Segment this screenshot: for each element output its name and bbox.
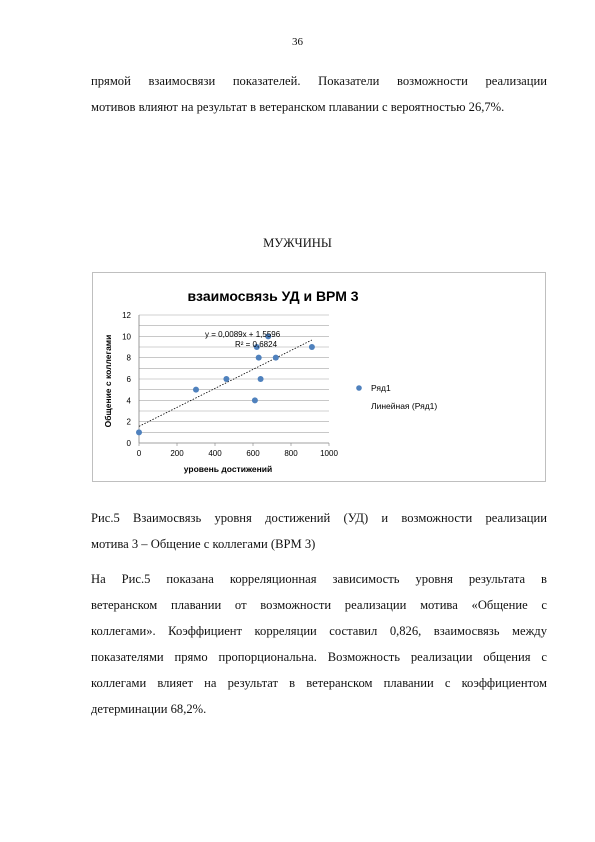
figure-caption xyxy=(91,505,547,557)
chart-svg xyxy=(93,273,545,481)
x-tick-label: 800 xyxy=(284,449,298,458)
x-tick-label: 400 xyxy=(208,449,222,458)
y-tick-label: 10 xyxy=(122,332,131,342)
paragraph-2-line: показателями прямо пропорциональна. Возможность реализации общения с xyxy=(91,650,547,664)
figure-caption-line: Рис.5 Взаимосвязь уровня достижений (УД) и возможности реализации xyxy=(91,511,547,525)
chart-title: взаимосвязь УД и ВРМ 3 xyxy=(187,288,359,304)
figure-caption-line: мотива 3 – Общение с коллегами (ВРМ 3) xyxy=(91,537,316,551)
y-tick-label: 6 xyxy=(126,375,131,384)
paragraph-1 xyxy=(91,68,547,120)
data-point xyxy=(256,355,262,361)
paragraph-1-line: прямой взаимосвязи показателей. Показатели возможности реализации xyxy=(91,74,547,88)
x-axis-label: уровень достижений xyxy=(183,464,273,474)
data-point xyxy=(258,376,264,382)
data-point xyxy=(252,397,258,403)
trendline-group xyxy=(139,340,312,426)
x-tick-label: 0 xyxy=(136,449,142,458)
x-tick-label: 200 xyxy=(170,449,184,458)
trendline xyxy=(139,340,312,426)
x-tick-label: 1000 xyxy=(320,449,338,458)
data-point xyxy=(223,376,229,382)
page-number: 36 xyxy=(292,36,303,48)
y-tick-label: 8 xyxy=(126,353,131,363)
scatter-chart xyxy=(92,272,546,482)
data-points xyxy=(136,333,315,435)
trendline-r2-label: R² = 0,6824 xyxy=(235,340,278,349)
data-point xyxy=(193,387,199,393)
x-tick-label: 600 xyxy=(246,449,260,458)
legend-series-label: Ряд1 xyxy=(371,383,391,393)
paragraph-2-line: коллегами». Коэффициент корреляции составил 0,826, взаимосвязь между xyxy=(91,624,547,638)
legend-trendline-label: Линейная (Ряд1) xyxy=(371,401,438,411)
chart-legend xyxy=(356,383,437,411)
data-point xyxy=(273,355,279,361)
y-tick-label: 12 xyxy=(122,311,131,320)
legend-marker-series xyxy=(356,385,362,391)
section-heading: МУЖЧИНЫ xyxy=(263,236,332,250)
data-point xyxy=(136,429,142,435)
paragraph-2 xyxy=(91,566,547,722)
paragraph-2-line: детерминации 68,2%. xyxy=(91,702,207,716)
y-tick-label: 4 xyxy=(126,396,131,406)
trendline-equation-label: y = 0,0089x + 1,5596 xyxy=(205,330,281,339)
data-point xyxy=(309,344,315,350)
paragraph-1-line: мотивов влияют на результат в ветеранском плавании с вероятностью 26,7%. xyxy=(91,100,505,114)
y-tick-label: 0 xyxy=(126,439,131,448)
paragraph-2-line: На Рис.5 показана корреляционная зависимость уровня результата в xyxy=(91,572,547,586)
paragraph-2-line: коллегами влияет на результат в ветеранском плавании с коэффициентом xyxy=(91,676,547,690)
y-axis-label: Общение с коллегами xyxy=(103,334,113,428)
y-tick-label: 2 xyxy=(126,417,131,427)
paragraph-2-line: ветеранском плавании от возможности реализации мотива «Общение с xyxy=(91,598,547,612)
